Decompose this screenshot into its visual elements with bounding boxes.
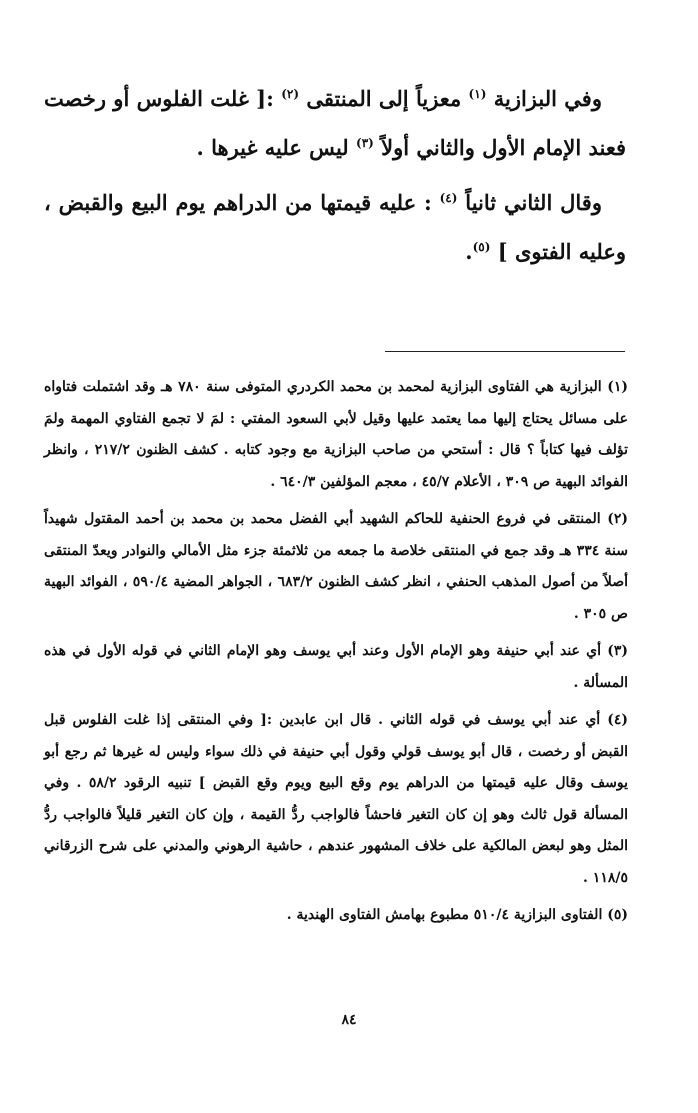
footnote-4: (٤) أي عند أبي يوسف في قوله الثاني . قال ابن عابدين :[ وفي المنتقى إذا غلت الفلوس قبل القبض أو رخصت ، قال أبو يوسف قولي وقول أبي حنيفة في ذلك سواء وليس له غيرها ثم رجع أبو يوسف وقال عليه قيمتها من الدراهم يوم وقع البيع ويوم وقع القبض ] تنبيه الرقود ٥٨/٢ . وفي المسألة قول ثالث وهو إن كان التغير فاحشاً فالواجب ردُّ القيمة ، وإن كان التغير قليلاً فالواجب ردُّ المثل وهو لبعض المالكية على خلاف المشهور عندهم ، حاشية الرهوني والمدني على شرح الزرقاني ١١٨/٥ . [44, 712, 629, 886]
main-text-run: وفي البزازية [486, 86, 602, 111]
page-number: ٨٤ [341, 1012, 357, 1028]
main-text-run: : عليه قيمتها من الدراهم يوم البيع والقبض ، وعليه الفتوى ] [44, 190, 626, 264]
main-text-run: وقال الثاني ثانياً [457, 190, 602, 215]
footnotes [44, 372, 628, 938]
footnote-marker-3: (٣) [356, 136, 374, 150]
main-text-run: . [465, 239, 473, 264]
main-text-run: ليس عليه غيرها . [196, 135, 356, 160]
main-text-run: معزياً إلى المنتقى [299, 86, 469, 111]
main-paragraph-2 [44, 176, 626, 274]
footnote-marker-2: (٢) [281, 87, 300, 101]
main-text [44, 72, 626, 280]
footnote-1: (١) البزازية هي الفتاوى البزازية لمحمد بن محمد الكردري المتوفى سنة ٧٨٠ هـ وقد اشتملت فتاواه على مسائل يحتاج إليها مما يعتمد عليها وقيل لأبي السعود المفتي : لمَ لا تجمع الفتاوي المهمة ولمَ تؤلف فيها كتاباً ؟ قال : أستحي من صاحب البزازية مع وجود كتابه . كشف الظنون ٢١٧/٢ ، وانظر الفوائد البهية ص ٣٠٩ ، الأعلام ٤٥/٧ ، معجم المؤلفين ٦٤٠/٣ . [44, 379, 628, 490]
main-paragraph-1 [44, 72, 626, 170]
footnote-5: (٥) الفتاوى البزازية ٥١٠/٤ مطبوع بهامش الفتاوى الهندية . [286, 907, 628, 923]
footnote-marker-5: (٥) [472, 240, 491, 254]
main-text-run: :[ غلت الفلوس أو رخصت فعند الإمام الأول والثاني أولاً [44, 86, 626, 160]
footnote-marker-1: (١) [468, 87, 487, 101]
footnote-2: (٢) المنتقى في فروع الحنفية للحاكم الشهيد أبي الفضل محمد بن محمد بن أحمد المقتول شهيداً سنة ٣٣٤ هـ وقد جمع في المنتقى خلاصة ما جمعه من ثلاثمئة جزء مثل الأمالي والنوادر ويعدّ المنتقى أصلاً من أصول المذهب الحنفي ، انظر كشف الظنون ٦٨٣/٢ ، الجواهر المضية ٥٩٠/٤ ، الفوائد البهية ص ٣٠٥ . [44, 511, 628, 622]
footnote-marker-4: (٤) [439, 191, 458, 205]
footnote-separator [385, 351, 625, 352]
footnote-3: (٣) أي عند أبي حنيفة وهو الإمام الأول وعند أبي يوسف وهو الإمام الثاني في قوله الأول في هذه المسألة . [44, 643, 628, 691]
